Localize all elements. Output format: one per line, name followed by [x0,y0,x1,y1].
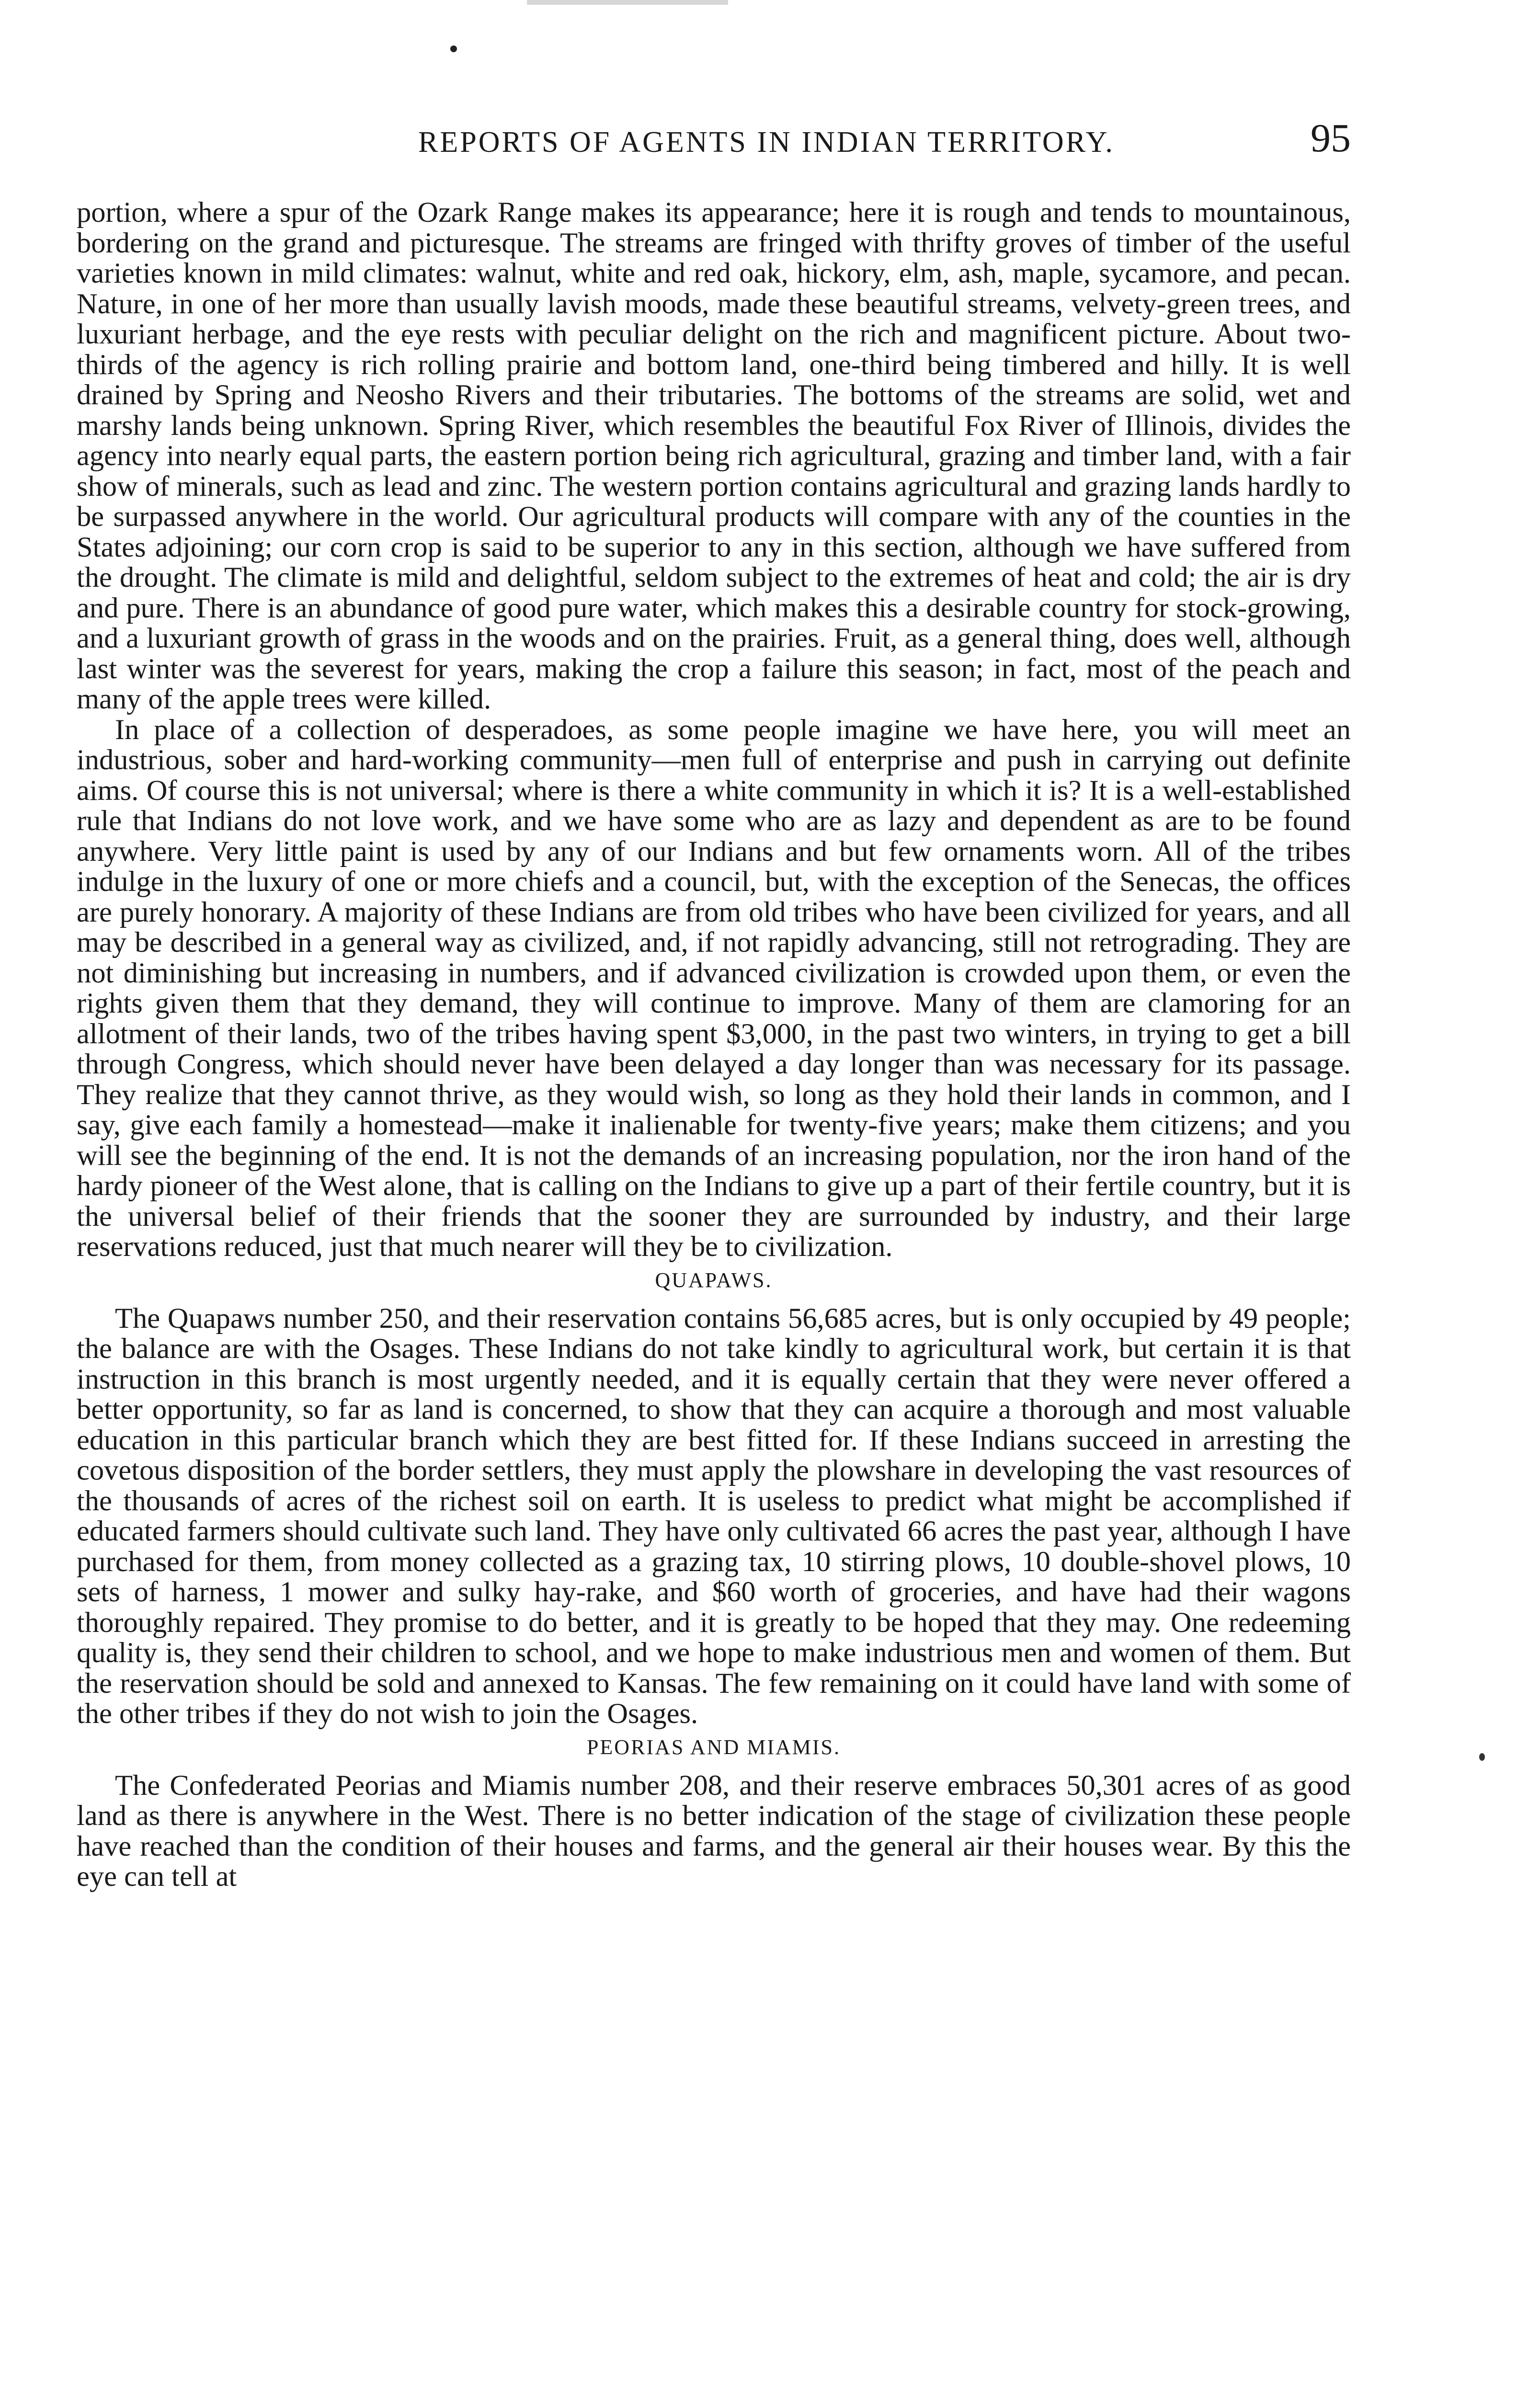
section-heading-peorias-miamis: PEORIAS AND MIAMIS. [586,1735,841,1759]
running-head: REPORTS OF AGENTS IN INDIAN TERRITORY. [418,126,1115,159]
paragraph: portion, where a spur of the Ozark Range makes its appearance; here it is rough and tends to mountainous, bordering on the grand and picturesque. The streams are fringed with thrifty groves of timber of the useful varieties known in mild climates: walnut, white and red oak, hickory, elm, ash, maple, sycamore, and pecan. Nature, in one of her more than usually lavish moods, made these beautiful streams, velvety-green trees, and luxuriant herbage, and the eye rests with peculiar delight on the rich and magnificent picture. About two-thirds of the agency is rich rolling prairie and bottom land, one-third being timbered and hilly. It is well drained by Spring and Neosho Rivers and their tributaries. The bottoms of the streams are solid, wet and marshy lands being unknown. Spring River, which resembles the beautiful Fox River of Illinois, divides the agency into nearly equal parts, the eastern portion being rich agricultural, grazing and timber land, with a fair show of minerals, such as lead and zinc. The western portion contains agricultural and grazing lands hardly to be surpassed anywhere in the world. Our agricultural products will compare with any of the counties in the States adjoining; our corn crop is said to be superior to any in this section, although we have suffered from the drought. The climate is mild and delightful, seldom subject to the extremes of heat and cold; the air is dry and pure. There is an abundance of good pure water, which makes this a desirable country for stock-growing, and a luxuriant growth of grass in the woods and on the prairies. Fruit, as a general thing, does well, although last winter was the severest for years, making the crop a failure this season; in fact, most of the peach and many of the apple trees were killed. [77,196,1351,715]
paragraph: The Confederated Peorias and Miamis number 208, and their reserve embraces 50,301 acres of as good land as there is anywhere in the West. There is no better indication of the stage of civilization these people have reached than the condition of their houses and farms, and the general air their houses wear. By this the eye can tell at [77,1769,1351,1893]
section-heading-quapaws: QUAPAWS. [655,1268,773,1292]
scan-speck [1479,1753,1485,1761]
body-text [77,197,1351,1892]
page-number: 95 [1311,116,1351,160]
scan-speck [450,46,457,52]
scan-smudge [527,0,728,5]
paragraph: The Quapaws number 250, and their reservation contains 56,685 acres, but is only occupied by 49 people; the balance are with the Osages. These Indians do not take kindly to agricultural work, but certain it is that instruction in this branch is most urgently needed, and it is equally certain that they were never offered a better opportunity, so far as land is concerned, to show that they can acquire a thorough and most valuable education in this particular branch which they are best fitted for. If these Indians succeed in arresting the covetous disposition of the border settlers, they must apply the plowshare in developing the vast resources of the thousands of acres of the richest soil on earth. It is useless to predict what might be accomplished if educated farmers should cultivate such land. They have only cultivated 66 acres the past year, although I have purchased for them, from money collected as a grazing tax, 10 stirring plows, 10 double-shovel plows, 10 sets of harness, 1 mower and sulky hay-rake, and $60 worth of groceries, and have had their wagons thoroughly repaired. They promise to do better, and it is greatly to be hoped that they may. One redeeming quality is, they send their children to school, and we hope to make industrious men and women of them. But the reservation should be sold and annexed to Kansas. The few remaining on it could have land with some of the other tribes if they do not wish to join the Osages. [77,1302,1351,1730]
paragraph: In place of a collection of desperadoes, as some people imagine we have here, you will meet an industrious, sober and hard-working community—men full of enterprise and push in carrying out definite aims. Of course this is not universal; where is there a white community in which it is? It is a well-established rule that Indians do not love work, and we have some who are as lazy and dependent as are to be found anywhere. Very little paint is used by any of our Indians and but few ornaments worn. All of the tribes indulge in the luxury of one or more chiefs and a council, but, with the exception of the Senecas, the offices are purely honorary. A majority of these Indians are from old tribes who have been civilized for years, and all may be described in a general way as civilized, and, if not rapidly advancing, still not retrograding. They are not diminishing but increasing in numbers, and if advanced civilization is crowded upon them, or even the rights given them that they demand, they will continue to improve. Many of them are clamoring for an allotment of their lands, two of the tribes having spent $3,000, in the past two winters, in trying to get a bill through Congress, which should never have been delayed a day longer than was necessary for its passage. They realize that they cannot thrive, as they would wish, so long as they hold their lands in common, and I say, give each family a homestead—make it inalienable for twenty-five years; make them citizens; and you will see the beginning of the end. It is not the demands of an increasing population, nor the iron hand of the hardy pioneer of the West alone, that is calling on the Indians to give up a part of their fertile country, but it is the universal belief of their friends that the sooner they are surrounded by industry, and their large reservations reduced, just that much nearer will they be to civilization. [77,713,1351,1263]
